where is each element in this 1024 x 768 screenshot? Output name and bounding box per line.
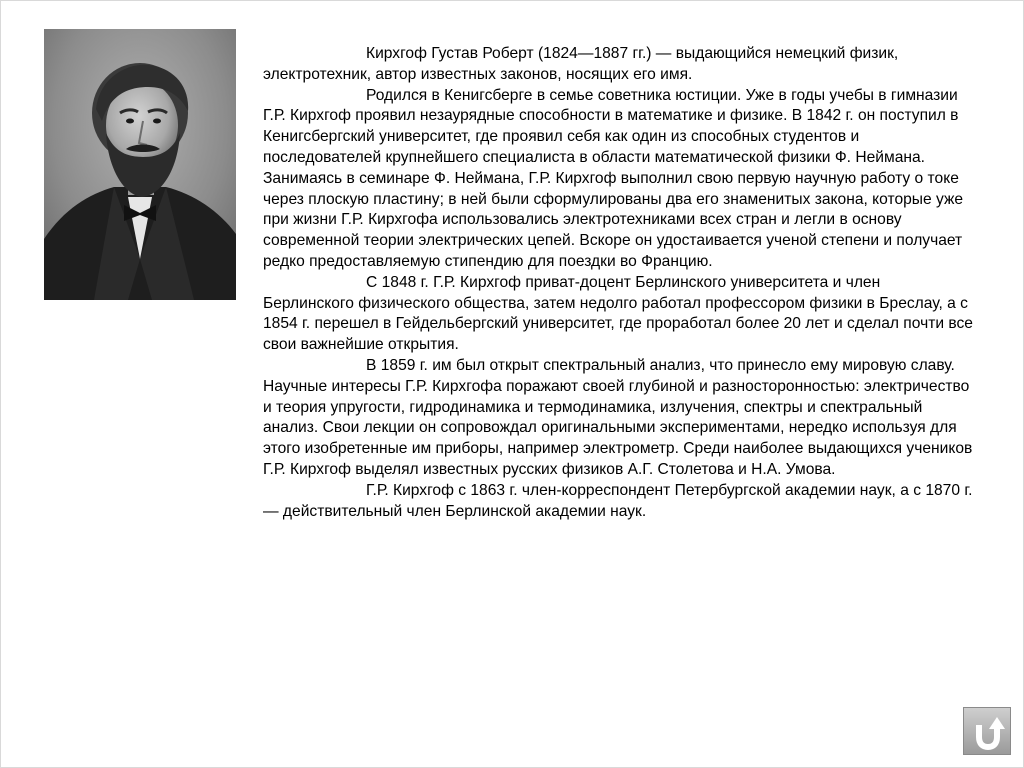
portrait-photo [44, 29, 236, 300]
back-button[interactable] [963, 707, 1011, 755]
return-arrow-icon [963, 707, 1011, 755]
person-name: Кирхгоф Густав Роберт [366, 45, 534, 62]
bio-paragraph-intro [263, 44, 975, 86]
biography-text [263, 44, 975, 522]
bio-paragraph-discoveries: В 1859 г. им был открыт спектральный анализ, что принесло ему мировую славу. Научные интересы Г.Р. Кирхгофа поражают своей глубиной и разносторонностью: электричество и теория упругости, гидродинамика и термодинамика, излучения, спектры и спектральный анализ. Свои лекции он сопровождал оригинальными экспериментами, нередко используя для этого изобретенные им приборы, например электрометр. Среди наиболее выдающихся учеников Г.Р. Кирхгоф выделял известных русских физиков А.Г. Столетова и Н.А. Умова. [263, 356, 973, 478]
portrait-image [44, 29, 236, 300]
bio-intro-text: (1824—1887 гг.) — выдающийся немецкий физик, электротехник, автор известных законов, носящих его имя. [263, 45, 899, 83]
bio-paragraph-academies: Г.Р. Кирхгоф с 1863 г. член-корреспондент Петербургской академии наук, а с 1870 г. — действительный член Берлинской академии наук. [263, 481, 973, 520]
bio-paragraph-birth: Родился в Кенигсберге в семье советника юстиции. Уже в годы учебы в гимназии Г.Р. Кирхгоф проявил незаурядные способности в математике и физике. В 1842 г. он поступил в Кенигсбергский университет, где проявил себя как один из способных студентов и последователей крупнейшего специалиста в области математической физики Ф. Неймана. Занимаясь в семинаре Ф. Неймана, Г.Р. Кирхгоф выполнил свою первую научную работу о токе через плоскую пластину; в ней были сформулированы два его знаменитых закона, которые уже при жизни Г.Р. Кирхгофа использовались электротехниками всех стран и легли в основу современной теории электрических цепей. Вскоре он удостаивается ученой степени и получает редко предоставляемую стипендию для поездки во Францию. [263, 86, 964, 270]
bio-paragraph-career: С 1848 г. Г.Р. Кирхгоф приват-доцент Берлинского университета и член Берлинского физического общества, затем недолго работал профессором физики в Бреслау, а с 1854 г. перешел в Гейдельбергский университет, где проработал более 20 лет и сделал почти все свои важнейшие открытия. [263, 273, 973, 354]
